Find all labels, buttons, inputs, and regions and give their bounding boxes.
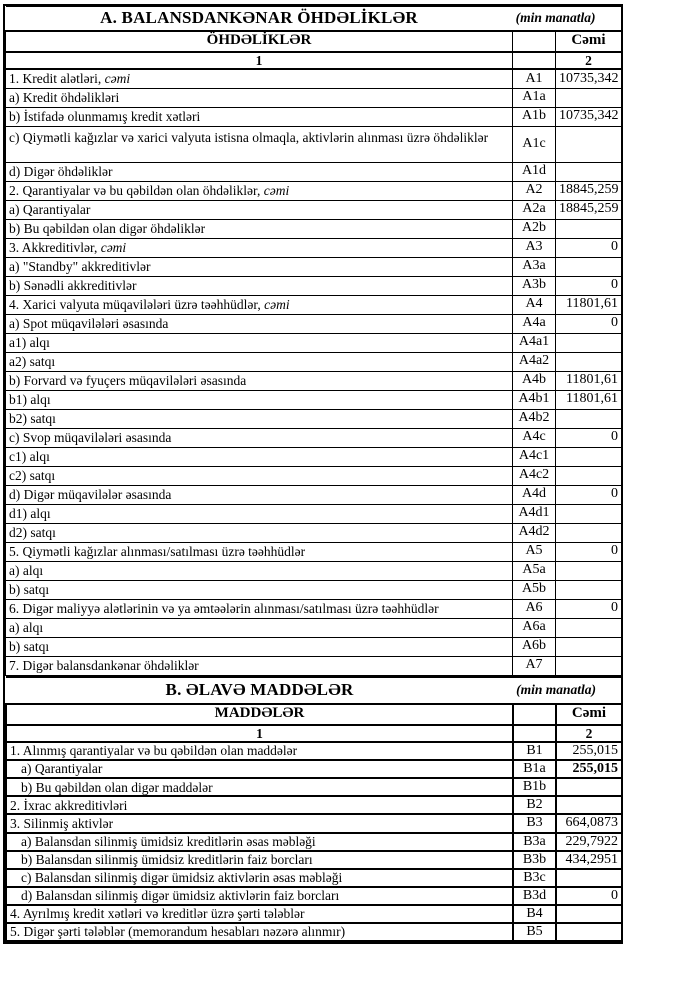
row-label: 7. Digər balansdankənar öhdəliklər bbox=[6, 656, 513, 675]
section-b-title-row bbox=[6, 677, 622, 704]
row-label: 2. Qarantiyalar və bu qəbildən olan öhdəliklər, cəmi bbox=[6, 181, 513, 200]
table-row bbox=[6, 69, 622, 88]
section-b-items-header: MADDƏLƏR bbox=[6, 704, 513, 725]
table-row bbox=[6, 778, 622, 796]
row-label: d1) alqı bbox=[6, 504, 513, 523]
table-row bbox=[6, 352, 622, 371]
row-code: B4 bbox=[513, 905, 556, 923]
table-row bbox=[6, 257, 622, 276]
row-code: A5 bbox=[513, 542, 556, 561]
row-code: A3a bbox=[513, 257, 556, 276]
row-value: 255,015 bbox=[556, 760, 622, 778]
row-code: B3b bbox=[513, 851, 556, 869]
table-row bbox=[6, 238, 622, 257]
row-label: a) Balansdan silinmiş ümidsiz kreditlərin əsas məbləği bbox=[6, 833, 513, 851]
row-code: A4a bbox=[513, 314, 556, 333]
row-label: a) alqı bbox=[6, 618, 513, 637]
table-row bbox=[6, 88, 622, 107]
row-code: A1b bbox=[513, 107, 556, 126]
table-row bbox=[6, 428, 622, 447]
row-label: 3. Akkreditivlər, cəmi bbox=[6, 238, 513, 257]
row-code: B1 bbox=[513, 742, 556, 760]
row-value: 10735,342 bbox=[556, 107, 622, 126]
row-value: 0 bbox=[556, 887, 622, 905]
row-label: b) Sənədli akkreditivlər bbox=[6, 276, 513, 295]
row-code: A1 bbox=[513, 69, 556, 88]
row-label: 4. Ayrılmış kredit xətləri və kreditlər üzrə şərti tələblər bbox=[6, 905, 513, 923]
row-code: A3b bbox=[513, 276, 556, 295]
row-code: A1c bbox=[513, 126, 556, 162]
row-code: A4d1 bbox=[513, 504, 556, 523]
row-code: A4b bbox=[513, 371, 556, 390]
row-label: c) Svop müqavilələri əsasında bbox=[6, 428, 513, 447]
section-b-unit-label: (min manatla) bbox=[516, 682, 596, 698]
section-a-title: A. BALANSDANKƏNAR ÖHDƏLİKLƏR bbox=[100, 8, 418, 28]
table-row bbox=[6, 107, 622, 126]
row-label: b) satqı bbox=[6, 637, 513, 656]
row-label: 5. Qiymətli kağızlar alınması/satılması üzrə təəhhüdlər bbox=[6, 542, 513, 561]
section-b-total-header: Cəmi bbox=[556, 704, 622, 725]
section-a-table bbox=[5, 6, 622, 676]
section-b-title: B. ƏLAVƏ MADDƏLƏR bbox=[165, 680, 354, 700]
row-label: d) Digər müqavilələr əsasında bbox=[6, 485, 513, 504]
table-row bbox=[6, 561, 622, 580]
row-label: c2) satqı bbox=[6, 466, 513, 485]
row-label: a) alqı bbox=[6, 561, 513, 580]
row-code: B1a bbox=[513, 760, 556, 778]
row-label: b2) satqı bbox=[6, 409, 513, 428]
row-value bbox=[556, 219, 622, 238]
table-row bbox=[6, 760, 622, 778]
table-row bbox=[6, 390, 622, 409]
table-row bbox=[6, 504, 622, 523]
row-label: 4. Xarici valyuta müqavilələri üzrə təəhhüdlər, cəmi bbox=[6, 295, 513, 314]
row-code: A3 bbox=[513, 238, 556, 257]
row-label: 1. Kredit alətləri, cəmi bbox=[6, 69, 513, 88]
section-a-title-cell bbox=[6, 7, 622, 31]
row-value bbox=[556, 778, 622, 796]
table-row bbox=[6, 851, 622, 869]
row-code: A4d2 bbox=[513, 523, 556, 542]
row-code: B5 bbox=[513, 923, 556, 941]
table-row bbox=[6, 371, 622, 390]
row-value: 0 bbox=[556, 276, 622, 295]
row-code: A1d bbox=[513, 162, 556, 181]
table-row bbox=[6, 523, 622, 542]
table-row bbox=[6, 295, 622, 314]
row-value: 0 bbox=[556, 599, 622, 618]
row-value: 0 bbox=[556, 428, 622, 447]
row-value bbox=[556, 88, 622, 107]
row-value: 18845,259 bbox=[556, 181, 622, 200]
table-row bbox=[6, 742, 622, 760]
table-row bbox=[6, 409, 622, 428]
table-row bbox=[6, 923, 622, 941]
section-b-col-number-empty bbox=[513, 725, 556, 743]
row-code: B1b bbox=[513, 778, 556, 796]
table-row bbox=[6, 656, 622, 675]
row-code: A4a1 bbox=[513, 333, 556, 352]
table-row bbox=[6, 833, 622, 851]
row-label: 5. Digər şərti tələblər (memorandum hesabları nəzərə alınmır) bbox=[6, 923, 513, 941]
row-label: 3. Silinmiş aktivlər bbox=[6, 814, 513, 832]
row-value bbox=[556, 869, 622, 887]
row-value bbox=[556, 905, 622, 923]
row-label: a1) alqı bbox=[6, 333, 513, 352]
section-a-items-header: ÖHDƏLİKLƏR bbox=[6, 31, 513, 52]
row-value bbox=[556, 257, 622, 276]
table-row bbox=[6, 618, 622, 637]
section-b-header-row bbox=[6, 704, 622, 725]
row-label: b) satqı bbox=[6, 580, 513, 599]
table-row bbox=[6, 869, 622, 887]
row-label: b) Bu qəbildən olan digər öhdəliklər bbox=[6, 219, 513, 238]
row-value bbox=[556, 923, 622, 941]
row-value: 10735,342 bbox=[556, 69, 622, 88]
row-code: B3d bbox=[513, 887, 556, 905]
row-value bbox=[556, 561, 622, 580]
row-code: A2b bbox=[513, 219, 556, 238]
section-b-title-cell bbox=[6, 677, 622, 704]
table-row bbox=[6, 485, 622, 504]
row-code: A5a bbox=[513, 561, 556, 580]
row-label: b1) alqı bbox=[6, 390, 513, 409]
table-row bbox=[6, 447, 622, 466]
section-a-header-row bbox=[6, 31, 622, 52]
table-row bbox=[6, 580, 622, 599]
section-b-table bbox=[5, 676, 623, 943]
row-code: A2a bbox=[513, 200, 556, 219]
row-label: 1. Alınmış qarantiyalar və bu qəbildən olan maddələr bbox=[6, 742, 513, 760]
table-row bbox=[6, 542, 622, 561]
row-code: A4c1 bbox=[513, 447, 556, 466]
row-label: c1) alqı bbox=[6, 447, 513, 466]
row-code: A6a bbox=[513, 618, 556, 637]
table-row bbox=[6, 814, 622, 832]
row-value bbox=[556, 580, 622, 599]
row-label: b) Forvard və fyuçers müqavilələri əsasında bbox=[6, 371, 513, 390]
table-row bbox=[6, 637, 622, 656]
row-code: A4a2 bbox=[513, 352, 556, 371]
row-value: 11801,61 bbox=[556, 390, 622, 409]
row-value bbox=[556, 126, 622, 162]
row-code: A7 bbox=[513, 656, 556, 675]
row-code: A4d bbox=[513, 485, 556, 504]
row-code: A6 bbox=[513, 599, 556, 618]
row-value: 11801,61 bbox=[556, 371, 622, 390]
row-value bbox=[556, 523, 622, 542]
row-value: 0 bbox=[556, 542, 622, 561]
section-a-col-number-1: 1 bbox=[6, 52, 513, 70]
row-value: 0 bbox=[556, 485, 622, 504]
table-row bbox=[6, 887, 622, 905]
row-value bbox=[556, 162, 622, 181]
row-value: 255,015 bbox=[556, 742, 622, 760]
section-a-code-header bbox=[513, 31, 556, 52]
section-b-column-number-row bbox=[6, 725, 622, 743]
row-label: a2) satqı bbox=[6, 352, 513, 371]
row-value bbox=[556, 656, 622, 675]
row-label: d) Digər öhdəliklər bbox=[6, 162, 513, 181]
section-b-code-header bbox=[513, 704, 556, 725]
row-code: B3a bbox=[513, 833, 556, 851]
section-a-col-number-empty bbox=[513, 52, 556, 70]
table-row bbox=[6, 599, 622, 618]
row-value bbox=[556, 409, 622, 428]
section-a-rows bbox=[6, 69, 622, 675]
row-code: A4c2 bbox=[513, 466, 556, 485]
section-b-col-number-1: 1 bbox=[6, 725, 513, 743]
row-label: c) Balansdan silinmiş digər ümidsiz aktivlərin əsas məbləği bbox=[6, 869, 513, 887]
table-row bbox=[6, 796, 622, 814]
section-a-col-number-2: 2 bbox=[556, 52, 622, 70]
row-label: a) Spot müqavilələri əsasında bbox=[6, 314, 513, 333]
row-label: 6. Digər maliyyə alətlərinin və ya əmtəələrin alınması/satılması üzrə təəhhüdlər bbox=[6, 599, 513, 618]
row-value bbox=[556, 637, 622, 656]
section-a-total-header: Cəmi bbox=[556, 31, 622, 52]
section-a-unit-label: (min manatla) bbox=[515, 10, 596, 26]
section-b-rows bbox=[6, 742, 622, 941]
table-row bbox=[6, 181, 622, 200]
row-value bbox=[556, 466, 622, 485]
row-code: A5b bbox=[513, 580, 556, 599]
row-code: A2 bbox=[513, 181, 556, 200]
row-label: d2) satqı bbox=[6, 523, 513, 542]
row-code: A4 bbox=[513, 295, 556, 314]
row-value: 0 bbox=[556, 238, 622, 257]
row-label: c) Qiymətli kağızlar və xarici valyuta istisna olmaqla, aktivlərin alınması üzrə öhdəliklər bbox=[6, 126, 513, 162]
row-code: B3 bbox=[513, 814, 556, 832]
section-a-title-row bbox=[6, 7, 622, 31]
table-row bbox=[6, 126, 622, 162]
section-b-col-number-2: 2 bbox=[556, 725, 622, 743]
table-row bbox=[6, 276, 622, 295]
row-value bbox=[556, 796, 622, 814]
row-label: a) Qarantiyalar bbox=[6, 760, 513, 778]
row-value: 18845,259 bbox=[556, 200, 622, 219]
row-code: A1a bbox=[513, 88, 556, 107]
row-value: 11801,61 bbox=[556, 295, 622, 314]
row-code: A4b2 bbox=[513, 409, 556, 428]
table-row bbox=[6, 905, 622, 923]
table-row bbox=[6, 466, 622, 485]
row-value: 229,7922 bbox=[556, 833, 622, 851]
row-label: a) Kredit öhdəlikləri bbox=[6, 88, 513, 107]
row-value: 434,2951 bbox=[556, 851, 622, 869]
row-code: B2 bbox=[513, 796, 556, 814]
row-label: b) Balansdan silinmiş ümidsiz kreditlərin faiz borcları bbox=[6, 851, 513, 869]
table-row bbox=[6, 333, 622, 352]
row-value bbox=[556, 352, 622, 371]
row-value bbox=[556, 618, 622, 637]
row-label: 2. İxrac akkreditivləri bbox=[6, 796, 513, 814]
table-row bbox=[6, 314, 622, 333]
row-value bbox=[556, 447, 622, 466]
row-code: A6b bbox=[513, 637, 556, 656]
row-label: b) Bu qəbildən olan digər maddələr bbox=[6, 778, 513, 796]
row-label: a) "Standby" akkreditivlər bbox=[6, 257, 513, 276]
row-label: a) Qarantiyalar bbox=[6, 200, 513, 219]
row-label: b) İstifadə olunmamış kredit xətləri bbox=[6, 107, 513, 126]
table-row bbox=[6, 162, 622, 181]
row-code: A4c bbox=[513, 428, 556, 447]
row-label: d) Balansdan silinmiş digər ümidsiz aktivlərin faiz borcları bbox=[6, 887, 513, 905]
off-balance-report bbox=[3, 4, 623, 944]
section-a-column-number-row bbox=[6, 52, 622, 70]
row-code: A4b1 bbox=[513, 390, 556, 409]
row-value bbox=[556, 504, 622, 523]
row-value: 0 bbox=[556, 314, 622, 333]
row-value bbox=[556, 333, 622, 352]
row-code: B3c bbox=[513, 869, 556, 887]
row-value: 664,0873 bbox=[556, 814, 622, 832]
table-row bbox=[6, 200, 622, 219]
table-row bbox=[6, 219, 622, 238]
